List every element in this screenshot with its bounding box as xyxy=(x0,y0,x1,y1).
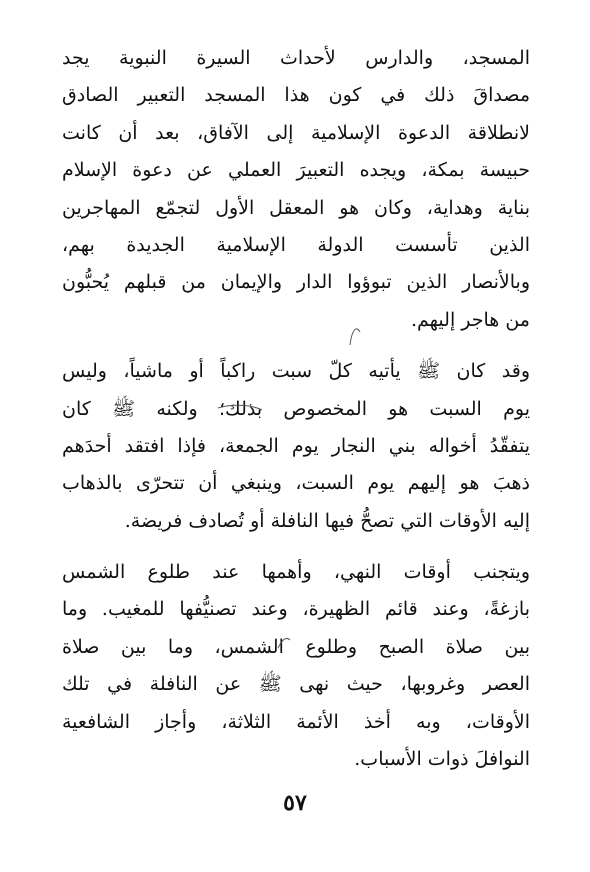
text-line: بين صلاة الصبح وطلوع الشمس، وما بين صلاة xyxy=(62,635,530,658)
text-line: المسجد، والدارس لأحداث السيرة النبوية يجد xyxy=(62,47,530,69)
text-line: يوم السبت هو المخصوص بذلك؛ ولكنه ﷺ كان xyxy=(62,397,530,420)
text-line: ويتجنب أوقات النهي، وأهمها عند طلوع الشمس xyxy=(62,561,530,584)
text-line: حبيسة بمكة، ويجده التعبيرَ العملي عن دعوة الإسلام xyxy=(62,159,530,182)
body-text xyxy=(62,40,530,792)
text-line: العصر وغروبها، حيث نهى ﷺ عن النافلة في تلك xyxy=(62,673,530,696)
page-number: ٥٧ xyxy=(283,790,307,816)
text-line: بازغةً، وعند قائم الظهيرة، وعند تصنيُّفها للمغيب. وما xyxy=(62,598,530,621)
text-line: النوافلَ ذوات الأسباب. xyxy=(354,748,530,771)
text-line: إليه الأوقات التي تصحُّ فيها النافلة أو تُصادف فريضة. xyxy=(124,509,530,532)
text-line: وقد كان ﷺ يأتيه كلّ سبت راكباً أو ماشياً، وليس xyxy=(62,360,530,383)
text-line: يتفقّدُ أخواله بني النجار يوم الجمعة، فإذا افتقد أحدَهم xyxy=(62,434,530,457)
paragraph-1 xyxy=(62,40,530,339)
text-line: الذين تأسست الدولة الإسلامية الجديدة بهم، xyxy=(62,233,530,256)
paragraph-3 xyxy=(62,554,530,778)
text-line: لانطلاقة الدعوة الإسلامية إلى الآفاق، بعد أن كانت xyxy=(62,121,530,144)
text-line: وبالأنصار الذين تبوؤوا الدار والإيمان من قبلهم يُحبُّون xyxy=(62,271,530,294)
text-line: ذهبَ هو إليهم يوم السبت، وينبغي أن تتحرّى بالذهاب xyxy=(62,472,530,495)
text-line: الأوقات، وبه أخذ الأئمة الثلاثة، وأجاز الشافعية xyxy=(62,710,530,733)
text-line: بناية وهداية، وكان هو المعقل الأول لتجمّع المهاجرين xyxy=(62,196,530,219)
text-line: مصداقَ ذلك في كون هذا المسجد التعبير الصادق xyxy=(62,84,530,107)
text-line: من هاجر إليهم. xyxy=(410,308,530,331)
paragraph-2 xyxy=(62,353,530,540)
